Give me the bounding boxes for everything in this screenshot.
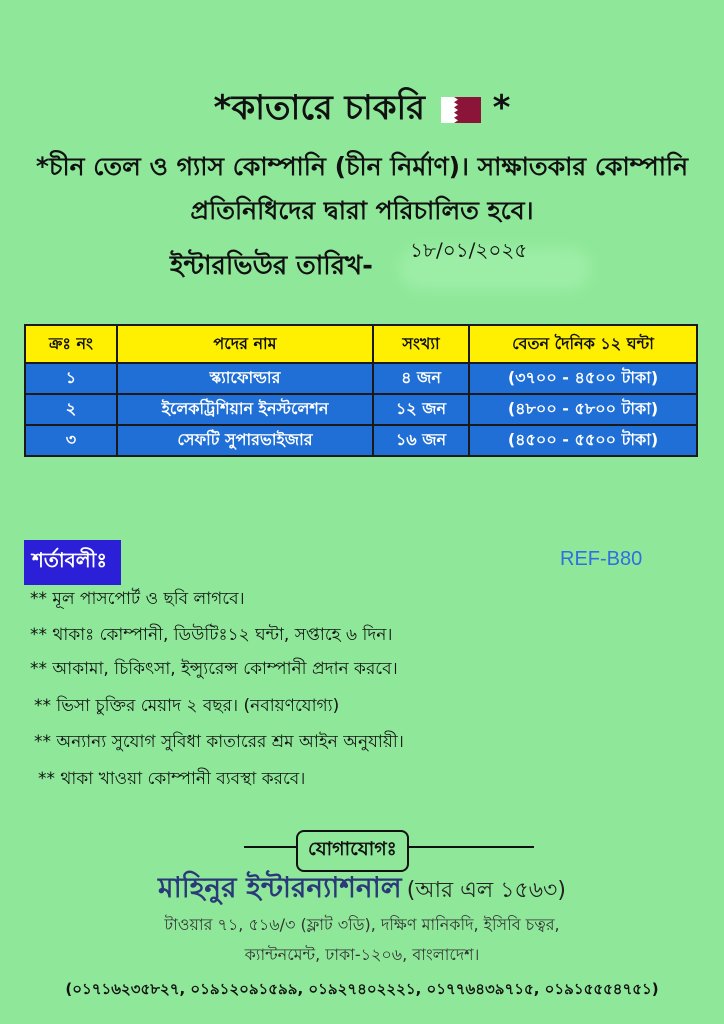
- table-row: [25, 363, 697, 394]
- cell-count: ১৬ জন: [373, 425, 469, 456]
- cell-count: ১২ জন: [373, 394, 469, 425]
- reference-code: REF-B80: [560, 548, 643, 570]
- cell-position: স্ক্যাফোল্ডার: [117, 363, 373, 394]
- cell-position: ইলেকট্রিশিয়ান ইনস্টলেশন: [117, 394, 373, 425]
- column-header-count: সংখ্যা: [373, 325, 469, 363]
- company-block: [0, 866, 724, 913]
- contact-heading: যোগাযোগঃ: [296, 830, 409, 872]
- company-name: মাহিনুর ইন্টারন্যাশনাল: [158, 871, 402, 904]
- column-header-salary: বেতন দৈনিক ১২ ঘন্টা: [469, 325, 697, 363]
- cell-salary: (৪৫০০ - ৫৫০০ টাকা): [469, 425, 697, 456]
- cell-salary: (৩৭০০ - ৪৫০০ টাকা): [469, 363, 697, 394]
- table-row: [25, 394, 697, 425]
- column-header-serial: ক্রঃ নং: [25, 325, 117, 363]
- terms-heading: শর্তাবলীঃ: [24, 540, 121, 585]
- interview-date-value: ১৮/০১/২০২৫: [410, 238, 528, 262]
- interview-date-label: ইন্টারভিউর তারিখ-: [170, 251, 373, 281]
- company-license: (আর এল ১৫৬৩): [406, 878, 566, 903]
- address-line: টাওয়ার ৭১, ৫১৬/৩ (ফ্লাট ৩ডি), দক্ষিণ মানিকদি, ইসিবি চত্বর,: [164, 915, 560, 934]
- phone-numbers: (০১৭১৬২৩৫৮২৭, ০১৯১২০৯১৫৯৯, ০১৯২৭৪০২২২১, ০১৭৭৬৪৩৯৭১৫, ০১৯১৫৫৫৪৭৫১): [65, 980, 659, 998]
- column-header-position: পদের নাম: [117, 325, 373, 363]
- table-row: [25, 425, 697, 456]
- table-header-row: [25, 325, 697, 363]
- title-text: *কাতারে চাকরি: [213, 88, 425, 128]
- job-description: *চীন তেল ও গ্যাস কোম্পানি (চীন নির্মাণ)। সাক্ষাতকার কোম্পানি প্রতিনিধিদের দ্বারা পরিচালিত হবে।: [35, 152, 689, 225]
- term-item: ** ভিসা চুক্তির মেয়াদ ২ বছর। (নবায়ণযোগ্য): [34, 696, 340, 716]
- address-line: ক্যান্টনমেন্ট, ঢাকা-১২০৬, বাংলাদেশ।: [244, 945, 480, 964]
- cell-serial: ২: [25, 394, 117, 425]
- company-address: [0, 910, 724, 970]
- page-title: [0, 82, 724, 139]
- cell-serial: ৩: [25, 425, 117, 456]
- cell-count: ৪ জন: [373, 363, 469, 394]
- term-item: ** থাকা খাওয়া কোম্পানী ব্যবস্থা করবে।: [38, 769, 306, 789]
- term-item: ** থাকাঃ কোম্পানী, ডিউটিঃ১২ ঘন্টা, সপ্তাহে ৬ দিন।: [30, 625, 393, 645]
- qatar-flag-icon: [441, 97, 481, 123]
- job-table: [24, 324, 698, 457]
- term-item: ** আকামা, চিকিৎসা, ইন্স্যুরেন্স কোম্পানী প্রদান করবে।: [30, 659, 398, 679]
- cell-serial: ১: [25, 363, 117, 394]
- cell-position: সেফটি সুপারভাইজার: [117, 425, 373, 456]
- title-suffix: *: [492, 88, 511, 128]
- cell-salary: (৪৮০০ - ৫৮০০ টাকা): [469, 394, 697, 425]
- term-item: ** মূল পাসপোর্ট ও ছবি লাগবে।: [30, 589, 245, 609]
- term-item: ** অন্যান্য সুযোগ সুবিধা কাতারের শ্রম আইন অনুযায়ী।: [34, 732, 404, 752]
